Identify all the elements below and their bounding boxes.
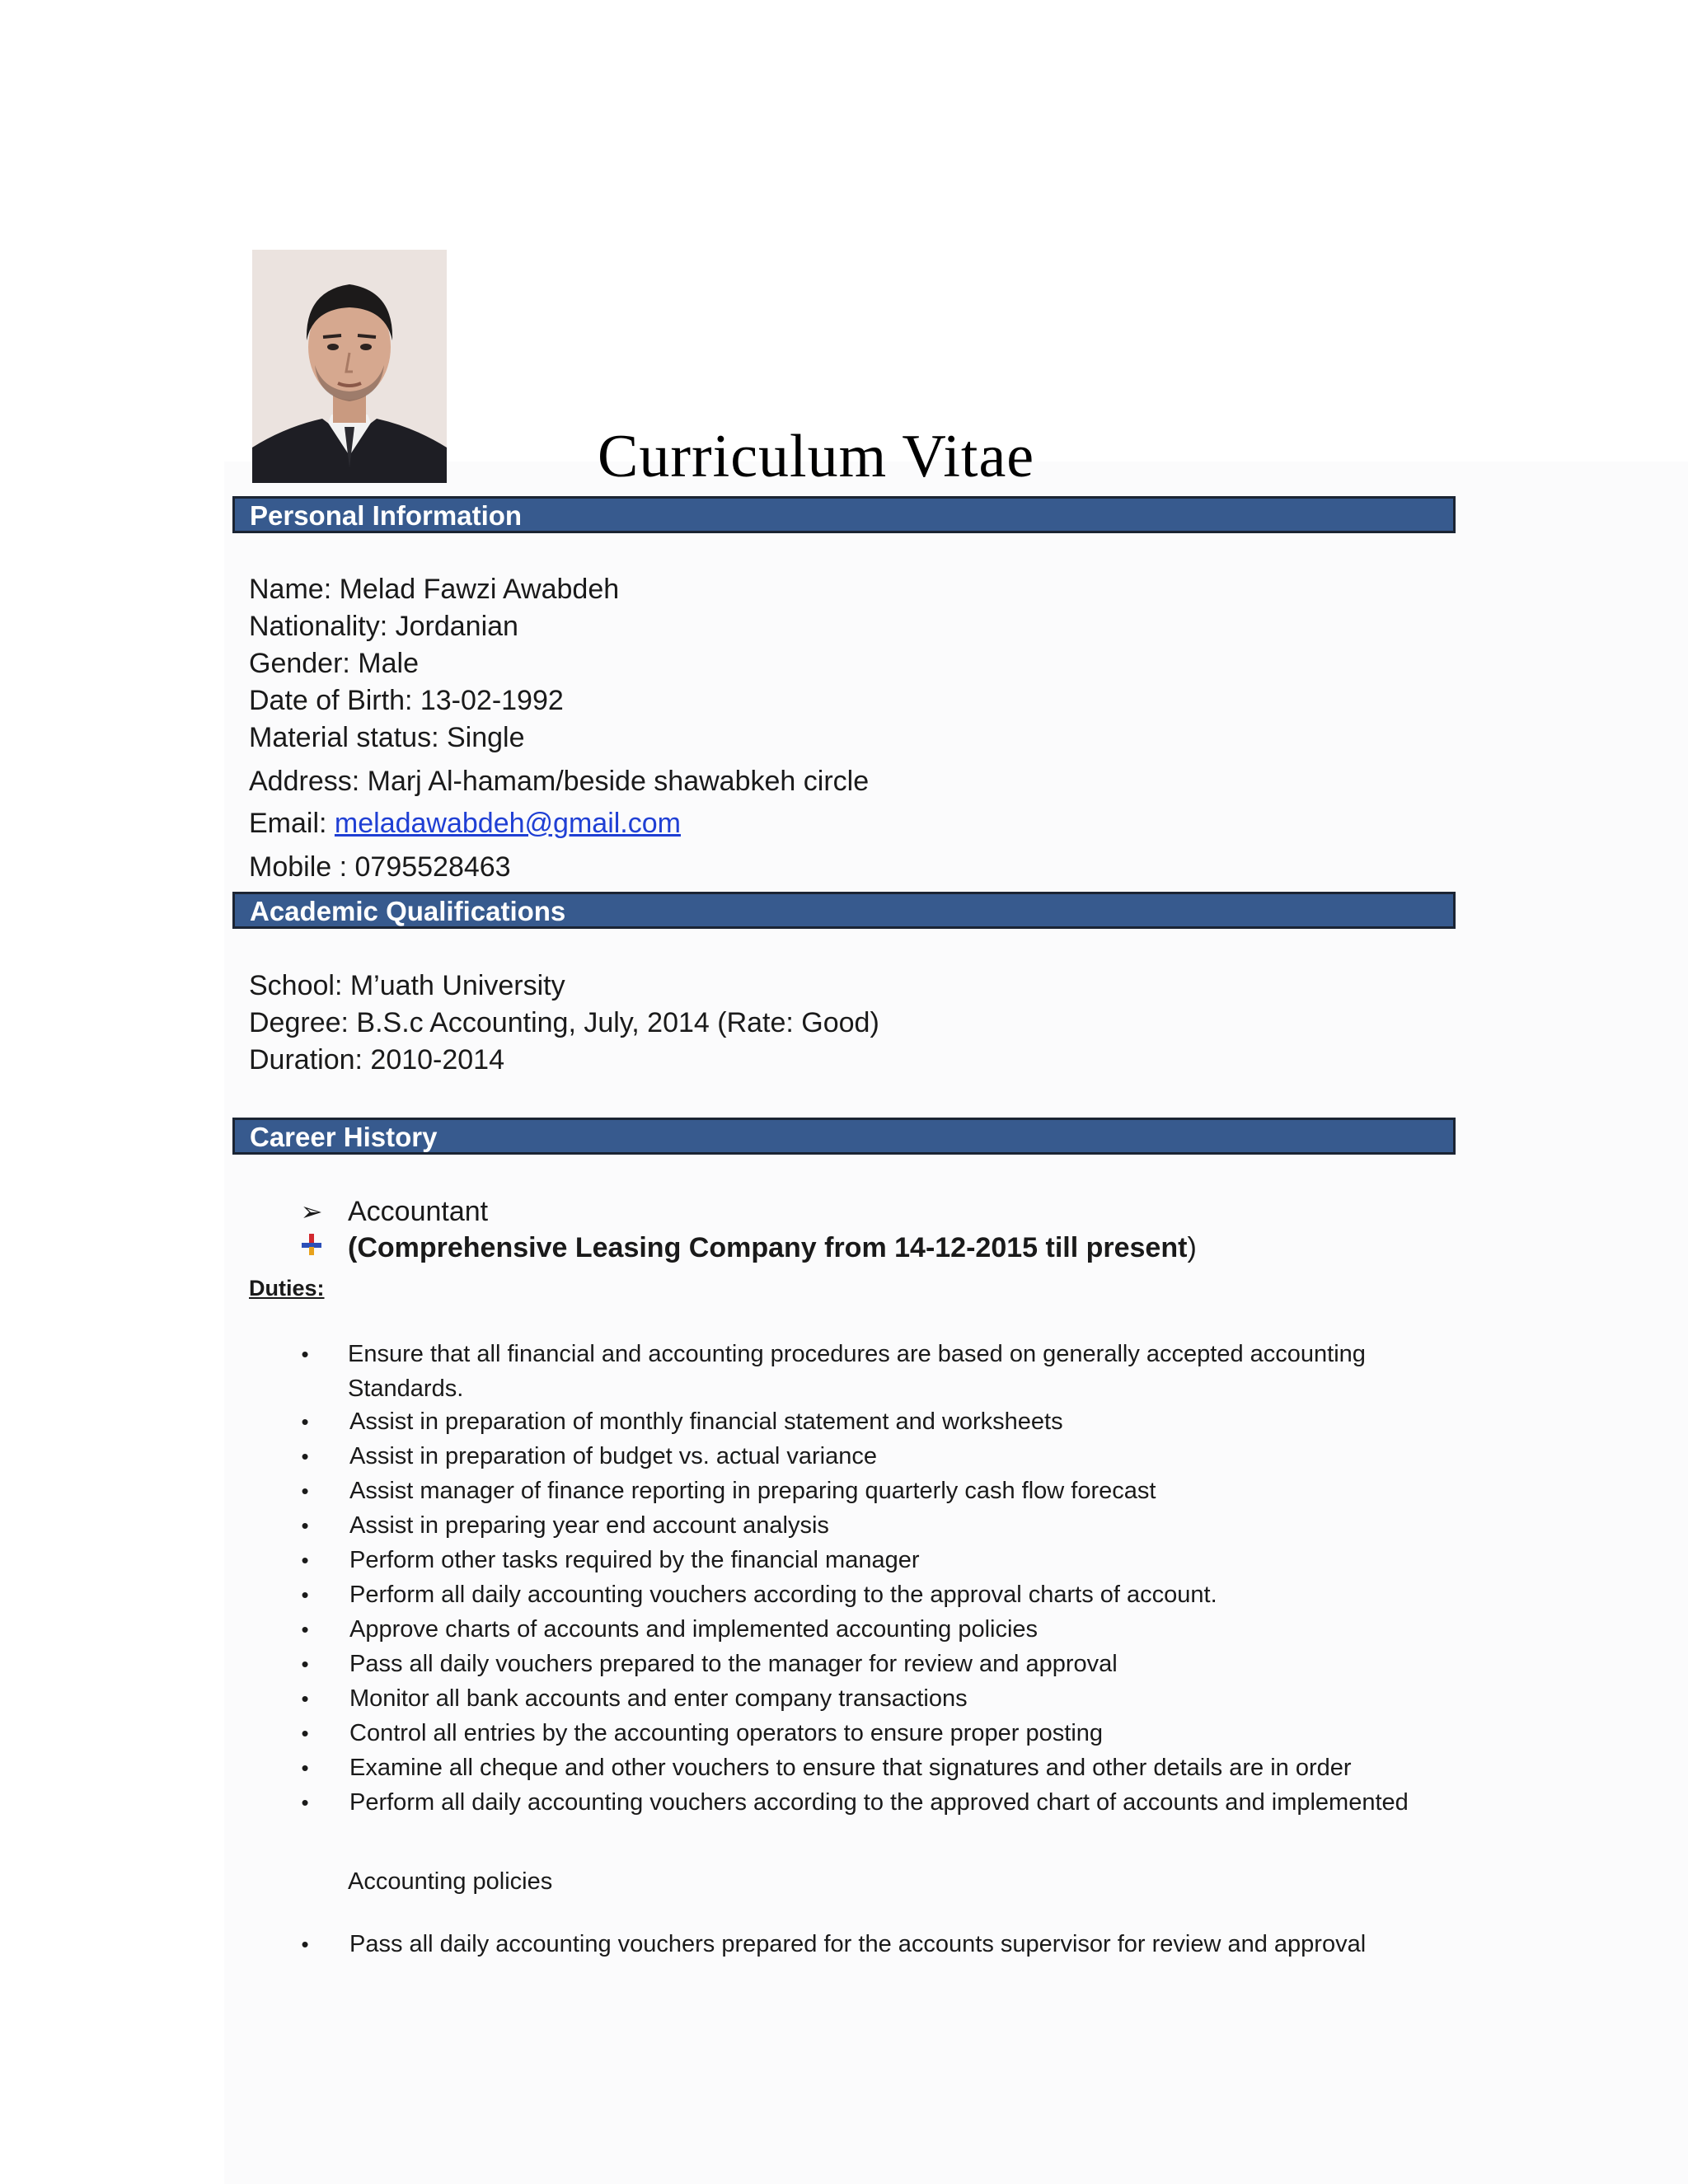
- duties-label: Duties:: [249, 1276, 325, 1301]
- school-line: School: M’uath University: [249, 970, 565, 1001]
- duty-continuation: Accounting policies: [348, 1868, 553, 1895]
- bullet-icon: •: [301, 1409, 309, 1434]
- duty-text: Examine all cheque and other vouchers to ensure that signatures and other details are in order: [349, 1755, 1352, 1781]
- bullet-icon: •: [301, 1790, 309, 1815]
- bullet-icon: •: [301, 1686, 309, 1711]
- page-title: Curriculum Vitae: [598, 423, 1035, 490]
- name-line: Name: Melad Fawzi Awabdeh: [249, 574, 620, 605]
- bullet-icon: •: [301, 1342, 309, 1366]
- mobile-line: Mobile : 0795528463: [249, 851, 511, 883]
- email-line: [249, 807, 681, 840]
- page-background: [224, 462, 1688, 2184]
- arrow-bullet-icon: ➢: [300, 1197, 323, 1226]
- gender-line: Gender: Male: [249, 648, 419, 679]
- section-header-career: [232, 1118, 1456, 1155]
- duty-text: Assist manager of finance reporting in preparing quarterly cash flow forecast: [349, 1478, 1156, 1504]
- section-title: Career History: [250, 1122, 438, 1152]
- degree-line: Degree: B.S.c Accounting, July, 2014 (Rate: Good): [249, 1007, 879, 1038]
- duty-text: Pass all daily vouchers prepared to the manager for review and approval: [349, 1651, 1118, 1677]
- bullet-icon: •: [301, 1755, 309, 1780]
- company-line: [348, 1231, 1197, 1264]
- duty-text: Perform all daily accounting vouchers according to the approved chart of accounts and implemented: [349, 1789, 1409, 1816]
- duty-text: Perform other tasks required by the financial manager: [349, 1547, 920, 1573]
- portrait-photo: [252, 250, 447, 483]
- bullet-icon: •: [301, 1513, 309, 1538]
- company-name: (Comprehensive Leasing Company from 14-12-2015 till present: [348, 1232, 1188, 1263]
- duration-line: Duration: 2010-2014: [249, 1044, 505, 1076]
- section-header-personal: [232, 496, 1456, 533]
- bullet-icon: •: [301, 1932, 309, 1957]
- email-link[interactable]: meladawabdeh@gmail.com: [334, 808, 681, 839]
- duty-text: Perform all daily accounting vouchers according to the approval charts of account.: [349, 1582, 1217, 1608]
- nationality-line: Nationality: Jordanian: [249, 611, 518, 642]
- marital-status-line: Material status: Single: [249, 722, 525, 753]
- email-label: Email:: [249, 808, 335, 839]
- colored-cross-bullet-icon: [300, 1231, 323, 1264]
- position-title: Accountant: [348, 1196, 489, 1227]
- duty-text: Assist in preparation of monthly financial statement and worksheets: [349, 1408, 1063, 1435]
- duty-text: Monitor all bank accounts and enter company transactions: [349, 1685, 968, 1712]
- duty-text: Assist in preparation of budget vs. actual variance: [349, 1443, 877, 1469]
- company-close-paren: ): [1187, 1232, 1197, 1263]
- bullet-icon: •: [301, 1721, 309, 1746]
- bullet-icon: •: [301, 1479, 309, 1503]
- duty-text: Control all entries by the accounting operators to ensure proper posting: [349, 1720, 1104, 1746]
- bullet-icon: •: [301, 1582, 309, 1607]
- section-title: Personal Information: [250, 500, 523, 531]
- section-header-academic: [232, 892, 1456, 929]
- duty-text: Ensure that all financial and accounting procedures are based on generally accepted accounting Standards.: [348, 1341, 1366, 1402]
- address-line: Address: Marj Al-hamam/beside shawabkeh circle: [249, 766, 870, 797]
- bullet-icon: •: [301, 1548, 309, 1572]
- duty-text: Pass all daily accounting vouchers prepared for the accounts supervisor for review and approval: [349, 1931, 1367, 1957]
- bullet-icon: •: [301, 1617, 309, 1642]
- bullet-icon: •: [301, 1444, 309, 1469]
- duty-text: Assist in preparing year end account analysis: [349, 1512, 829, 1539]
- duty-text: Approve charts of accounts and implemented accounting policies: [349, 1616, 1039, 1643]
- section-title: Academic Qualifications: [250, 896, 566, 926]
- bullet-icon: •: [301, 1652, 309, 1676]
- dob-line: Date of Birth: 13-02-1992: [249, 685, 564, 716]
